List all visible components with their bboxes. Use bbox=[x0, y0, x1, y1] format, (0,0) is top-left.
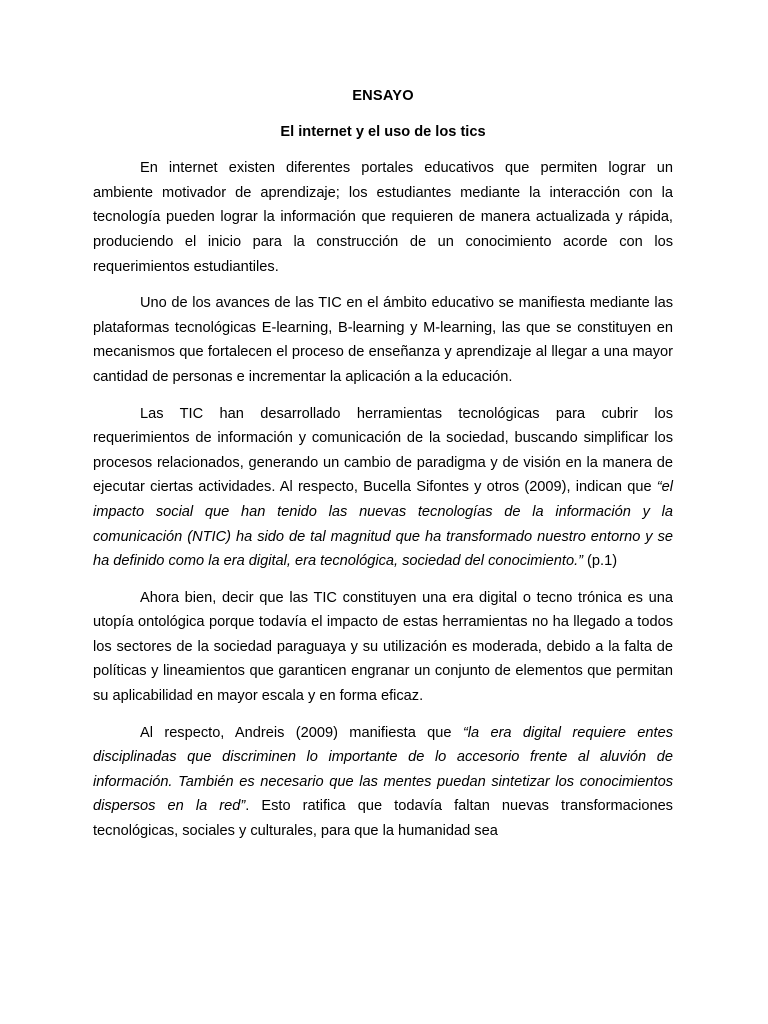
paragraph-5-continuation: . Esto ratifica que todavía faltan nuevas transformaciones tecnológicas, sociales y culturales, para que la humanidad sea bbox=[93, 798, 673, 840]
paragraph-2: Uno de los avances de las TIC en el ámbito educativo se manifiesta mediante las plataformas tecnológicas E-learning, B-learning y M-learning, las que se constituyen en mecanismos que fortalecen el proceso de enseñanza y aprendizaje al llegar a una mayor cantidad de personas e incrementar la aplicación a la educación. bbox=[93, 295, 673, 385]
document-title: ENSAYO bbox=[352, 88, 414, 104]
paragraph-3-quote: “el impacto social que han tenido las nuevas tecnologías de la información y la comunicación (NTIC) ha sido de tal magnitud que ha transformado nuestro entorno y se ha definido como la era digital, era tecnológica, sociedad del conocimiento.” bbox=[93, 479, 673, 570]
document-page bbox=[93, 84, 673, 856]
document-subtitle: El internet y el uso de los tics bbox=[280, 123, 486, 140]
paragraph-1: En internet existen diferentes portales educativos que permiten lograr un ambiente motivador de aprendizaje; los estudiantes mediante la interacción con la tecnología pueden lograr la información que requieren de manera actualizada y rápida, produciendo el inicio para la construcción de un conocimiento acorde con los requerimientos estudiantiles. bbox=[93, 160, 673, 275]
paragraph-3-citation: (p.1) bbox=[583, 553, 618, 570]
paragraph-5-quote: “la era digital requiere entes disciplinadas que discriminen lo importante de lo accesorio frente al aluvión de información. También es necesario que las mentes puedan sintetizar los conocimientos dispersos en la red” bbox=[93, 724, 673, 815]
paragraph-3-text: Las TIC han desarrollado herramientas tecnológicas para cubrir los requerimientos de información y comunicación de la sociedad, buscando simplificar los procesos relacionados, generando un cambio de paradigma y de visión en la manera de ejecutar ciertas actividades. Al respecto, Bucella Sifontes y otros (2009), indican que bbox=[93, 405, 673, 496]
paragraph-4: Ahora bien, decir que las TIC constituyen una era digital o tecno trónica es una utopía ontológica porque todavía el impacto de estas herramientas no ha llegado a todos los sectores de la sociedad paraguaya y su utilización es moderada, debido a la falta de políticas y lineamientos que garanticen engranar un conjunto de elementos que permitan su aplicabilidad en mayor escala y en forma eficaz. bbox=[93, 589, 673, 705]
paragraph-3 bbox=[93, 402, 673, 574]
paragraph-5-text: Al respecto, Andreis (2009) manifiesta que bbox=[140, 724, 463, 741]
paragraph-5 bbox=[93, 721, 673, 844]
